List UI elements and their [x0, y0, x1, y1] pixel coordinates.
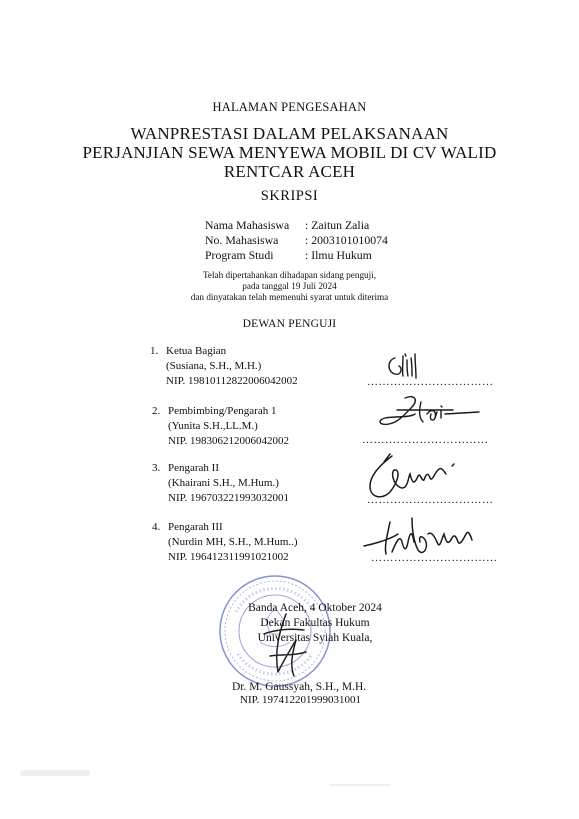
- signature-line: ……………………………: [362, 434, 489, 446]
- examiner-name: (Yunita S.H.,LL.M.): [168, 420, 258, 432]
- approval-closing: [220, 601, 410, 646]
- examiner-nip: NIP. 198306212006042002: [168, 435, 290, 447]
- examiner-number: 4.: [152, 521, 161, 533]
- defense-statement: [0, 270, 579, 303]
- examiner-nip: NIP. 196703221993032001: [168, 492, 290, 504]
- student-number-row: [205, 233, 388, 248]
- signature-3-image: [362, 452, 467, 504]
- board-heading: DEWAN PENGUJI: [242, 318, 337, 330]
- examiner-number: 1.: [150, 345, 159, 357]
- examiner-role: Ketua Bagian: [166, 345, 227, 357]
- dean-office: Dekan Fakultas Hukum: [260, 617, 370, 629]
- student-info: [205, 218, 388, 263]
- examiner-number: 3.: [152, 462, 161, 474]
- student-number-label: No. Mahasiswa: [205, 233, 279, 247]
- signature-2-image: [375, 392, 485, 432]
- examiner-nip: NIP. 196412311991021002: [168, 551, 289, 563]
- title-line-1: WANPRESTASI DALAM PELAKSANAAN: [130, 124, 449, 143]
- examiner-role: Pembimbing/Pengarah 1: [168, 405, 277, 417]
- title-line-2: PERJANJIAN SEWA MENYEWA MOBIL DI CV WALID: [82, 143, 497, 162]
- university-name: Universitas Syiah Kuala,: [257, 632, 373, 644]
- student-name-row: [205, 218, 388, 233]
- signature-line: ……………………………: [367, 376, 494, 388]
- examiner-details: [168, 404, 289, 449]
- examiner-details: [168, 461, 289, 506]
- signature-1-image: [385, 350, 435, 382]
- defense-line-3: dan dinyatakan telah memenuhi syarat untuk diterima: [190, 292, 389, 302]
- student-number-value: : 2003101010074: [305, 233, 388, 247]
- scan-artifact: [330, 784, 390, 786]
- dean-name: Dr. M. Gaussyah, S.H., M.H.: [232, 681, 367, 693]
- study-program-label: Program Studi: [205, 248, 274, 262]
- examiner-role: Pengarah III: [168, 521, 223, 533]
- document-type: SKRIPSI: [260, 188, 319, 204]
- defense-line-2: pada tanggal 19 Juli 2024: [242, 281, 337, 291]
- defense-line-1: Telah dipertahankan dihadapan sidang penguji,: [202, 270, 377, 280]
- scan-artifact: [20, 770, 90, 776]
- dean-nip: NIP. 197412201999031001: [240, 694, 362, 706]
- signature-line: ……………………………: [367, 494, 494, 506]
- thesis-title: [0, 124, 579, 181]
- place-date: Banda Aceh, 4 Oktober 2024: [248, 602, 382, 614]
- signature-4-image: [362, 512, 477, 560]
- study-program-row: [205, 248, 388, 263]
- title-line-3: RENTCAR ACEH: [223, 162, 356, 181]
- document-kind: HALAMAN PENGESAHAN: [212, 100, 367, 114]
- signature-line: ……………………………: [371, 552, 498, 564]
- examiner-name: (Khairani S.H., M.Hum.): [168, 477, 279, 489]
- student-name-label: Nama Mahasiswa: [205, 218, 290, 232]
- examiner-role: Pengarah II: [168, 462, 220, 474]
- examiner-number: 2.: [152, 405, 161, 417]
- examiner-name: (Nurdin MH, S.H., M.Hum..): [168, 536, 298, 548]
- examiner-nip: NIP. 198101128220060420​02: [166, 375, 298, 387]
- examiner-details: [166, 344, 298, 389]
- study-program-value: : Ilmu Hukum: [305, 248, 372, 262]
- examiner-name: (Susiana, S.H., M.H.): [166, 360, 262, 372]
- student-name-value: : Zaitun Zalia: [305, 218, 370, 232]
- examiner-details: [168, 520, 298, 565]
